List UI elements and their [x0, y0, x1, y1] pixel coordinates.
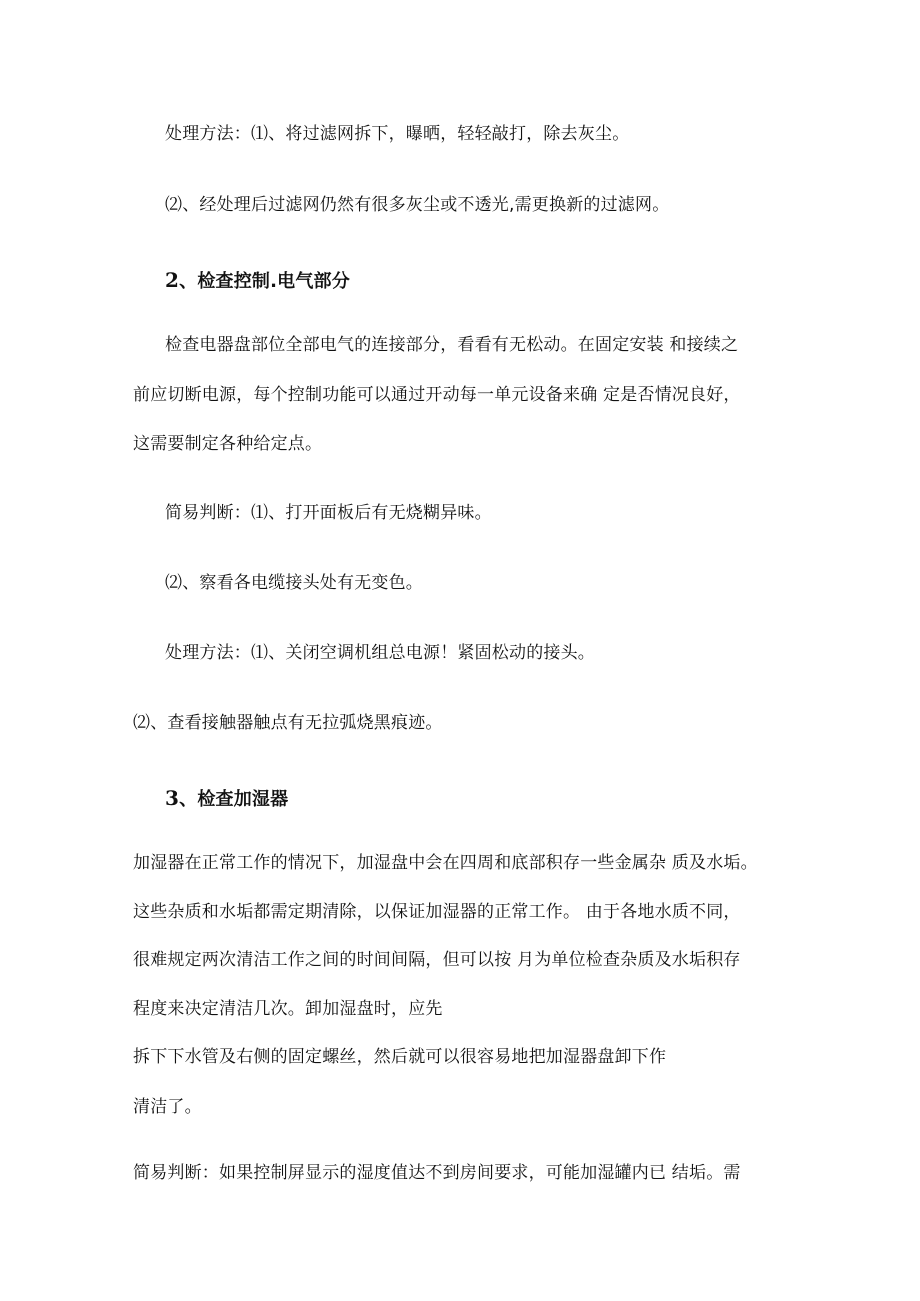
- section-number: 2: [165, 268, 180, 292]
- method-step-1: 处理方法：⑴、关闭空调机组总电源！紧固松动的接头。: [165, 643, 595, 663]
- judgment-step-1: 简易判断：⑴、打开面板后有无烧糊异味。: [165, 503, 492, 523]
- paragraph-line: 拆下下水管及右侧的固定螺丝，然后就可以很容易地把加湿器盘卸下作: [133, 1047, 667, 1067]
- section-title: 、检查加湿器: [179, 789, 289, 810]
- paragraph-line: 前应切断电源，每个控制功能可以通过开动每一单元设备来确 定是否情况良好，: [133, 385, 741, 405]
- judgment-step-2: ⑵、察看各电缆接头处有无变色。: [165, 573, 423, 593]
- section-number: 3: [165, 786, 180, 810]
- section-heading-2: [165, 268, 350, 294]
- method-step-2: ⑵、经处理后过滤网仍然有很多灰尘或不透光,需更换新的过滤网。: [165, 195, 670, 215]
- paragraph-line: 这些杂质和水垢都需定期清除，以保证加湿器的正常工作。 由于各地水质不同，: [133, 902, 741, 922]
- paragraph-line: 很难规定两次清洁工作之间的时间间隔，但可以按 月为单位检查杂质及水垢积存: [133, 950, 741, 970]
- paragraph-line: 程度来决定清洁几次。卸加湿盘时，应先: [133, 999, 443, 1019]
- section-heading-3: [165, 786, 288, 812]
- paragraph-line: 检查电器盘部位全部电气的连接部分，看看有无松动。在固定安装 和接续之: [165, 335, 739, 355]
- paragraph-line: 加湿器在正常工作的情况下，加湿盘中会在四周和底部积存一些金属杂 质及水垢。: [133, 853, 758, 873]
- method-step-2: ⑵、查看接触器触点有无拉弧烧黑痕迹。: [133, 713, 443, 733]
- method-step-1: 处理方法：⑴、将过滤网拆下，曝晒，轻轻敲打，除去灰尘。: [165, 124, 630, 144]
- paragraph-line: 清洁了。: [133, 1097, 202, 1117]
- paragraph-line: 简易判断：如果控制屏显示的湿度值达不到房间要求，可能加湿罐内已 结垢。需: [133, 1163, 741, 1183]
- section-title: 、检查控制.电气部分: [179, 271, 350, 292]
- paragraph-line: 这需要制定各种给定点。: [133, 434, 323, 454]
